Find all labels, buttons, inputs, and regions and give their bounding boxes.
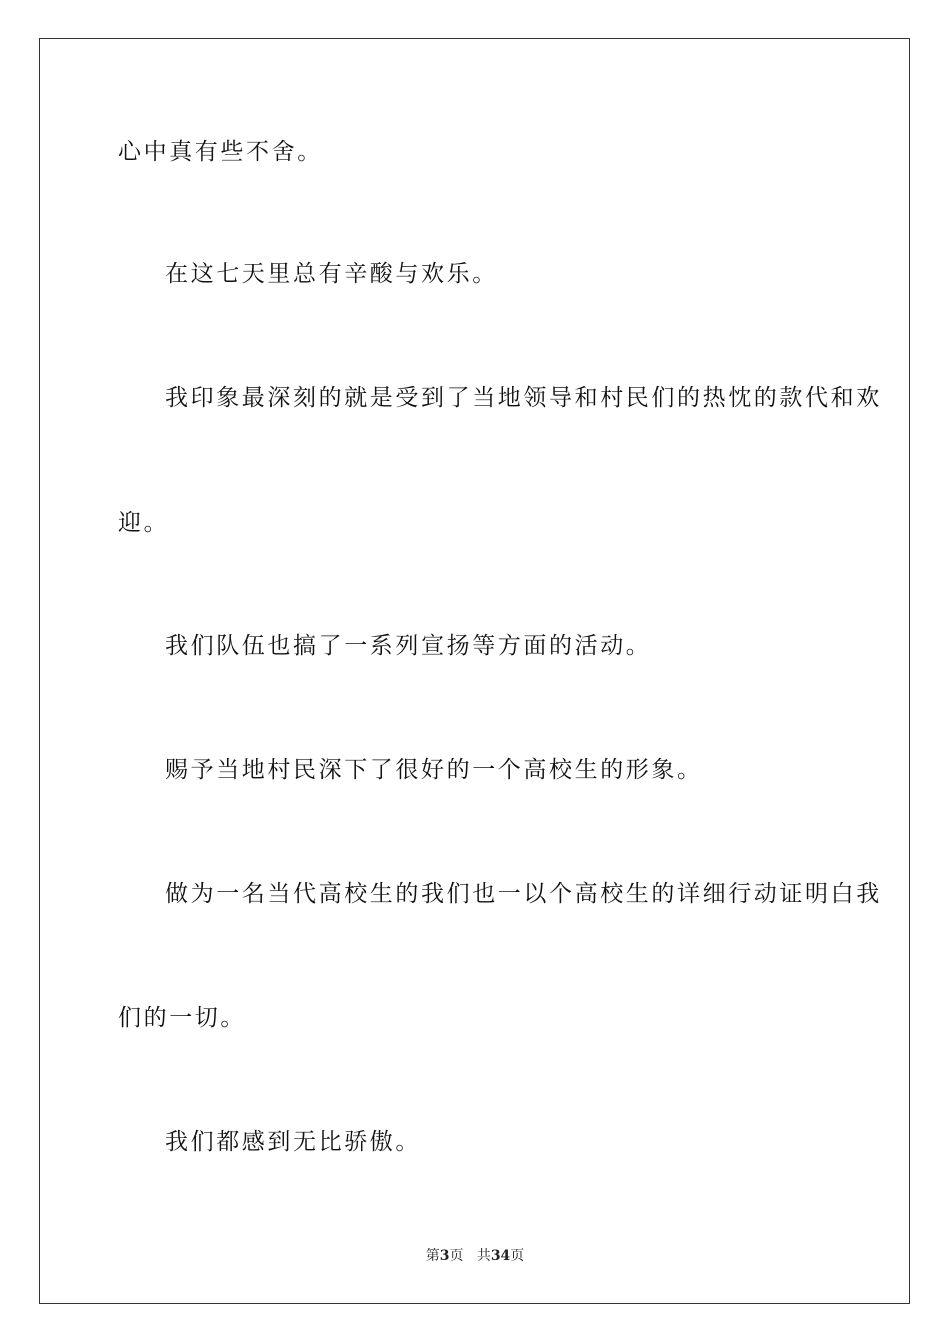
footer-page-prefix: 第 [425, 1248, 440, 1264]
paragraph-line: 我们都感到无比骄傲。 [165, 1129, 421, 1155]
paragraph-line: 心中真有些不舍。 [118, 139, 323, 165]
paragraph-line: 我印象最深刻的就是受到了当地领导和村民们的热忱的款代和欢 [165, 385, 882, 411]
paragraph-line: 在这七天里总有辛酸与欢乐。 [165, 261, 498, 287]
footer-total-suffix: 页 [510, 1248, 525, 1264]
footer-total-prefix: 共 [476, 1248, 491, 1264]
footer-page-suffix: 页 [449, 1248, 464, 1264]
paragraph-line: 赐予当地村民深下了很好的一个高校生的形象。 [165, 757, 703, 783]
page-border [39, 38, 910, 1304]
footer-page-number: 3 [439, 1248, 450, 1264]
paragraph-line: 我们队伍也搞了一系列宣扬等方面的活动。 [165, 633, 652, 659]
paragraph-line: 迎。 [118, 510, 170, 536]
paragraph-line: 们的一切。 [118, 1005, 246, 1031]
page-footer [0, 1245, 950, 1265]
footer-total-pages: 34 [490, 1248, 511, 1264]
paragraph-line: 做为一名当代高校生的我们也一以个高校生的详细行动证明白我 [165, 881, 882, 907]
